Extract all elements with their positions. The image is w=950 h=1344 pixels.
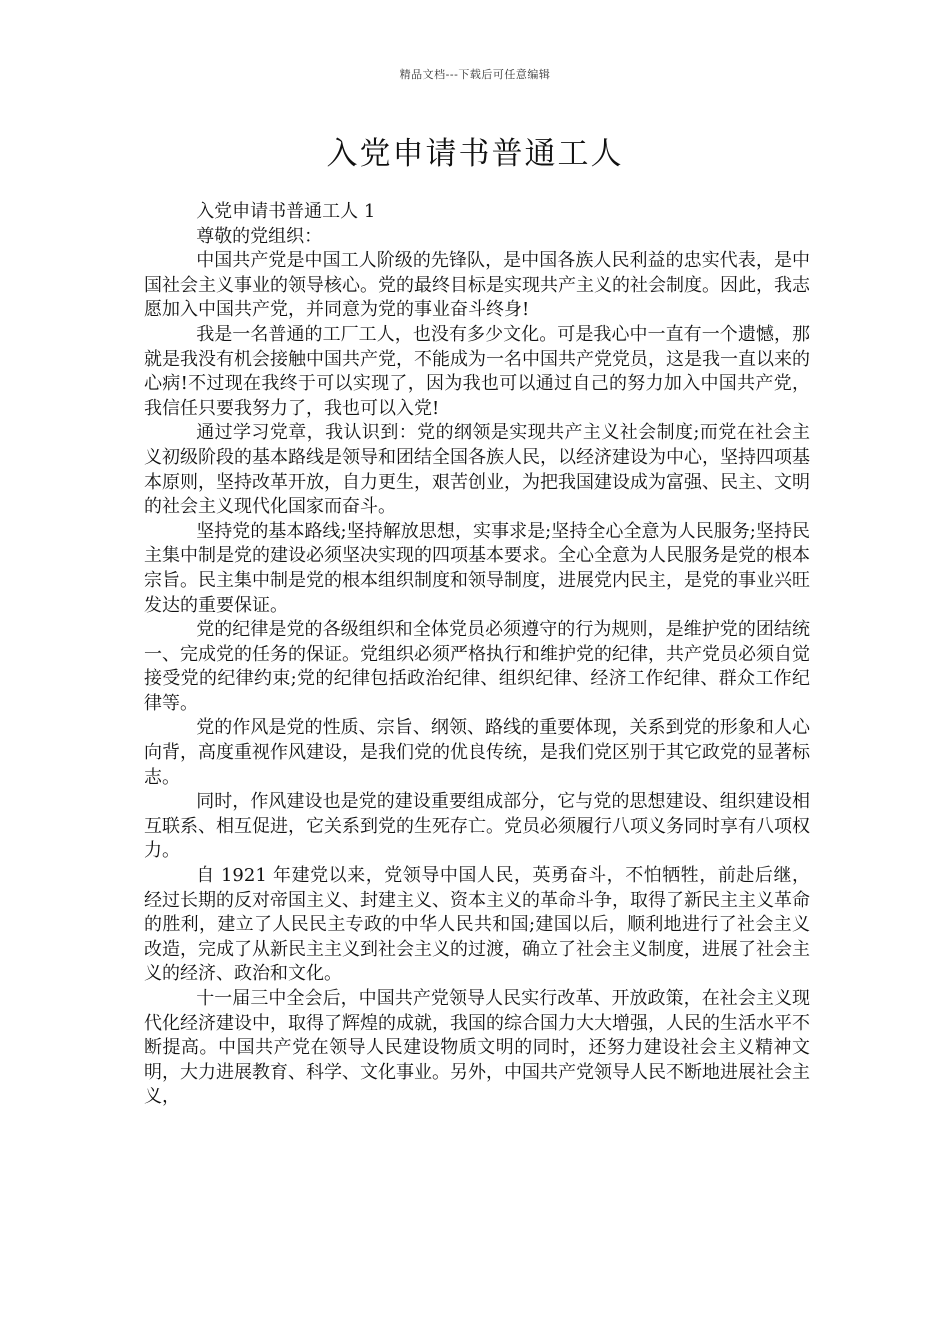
paragraph: 十一届三中全会后，中国共产党领导人民实行改革、开放政策，在社会主义现代化经济建设中，取得了辉煌的成就，我国的综合国力大大增强，人民的生活水平不断提高。中国共产党在领导人民建设物质文明的同时，还努力建设社会主义精神文明，大力进展教育、科学、文化事业。另外，中国共产党领导人民不断地进展社会主义， [144,988,810,1108]
paragraph: 通过学习党章，我认识到：党的纲领是实现共产主义社会制度;而党在社会主义初级阶段的基本路线是领导和团结全国各族人民，以经济建设为中心，坚持四项基本原则，坚持改革开放，自力更生，艰苦创业，为把我国建设成为富强、民主、文明的社会主义现代化国家而奋斗。 [144,422,810,518]
paragraph: 党的作风是党的性质、宗旨、纲领、路线的重要体现，关系到党的形象和人心向背，高度重视作风建设，是我们党的优良传统，是我们党区别于其它政党的显著标志。 [144,717,810,788]
paragraph: 自 1921 年建党以来，党领导中国人民，英勇奋斗，不怕牺牲，前赴后继，经过长期的反对帝国主义、封建主义、资本主义的革命斗争，取得了新民主主义革命的胜利，建立了人民民主专政的中华人民共和国;建国以后，顺利地进行了社会主义改造，完成了从新民主主义到社会主义的过渡，确立了社会主义制度，进展了社会主义的经济、政治和文化。 [144,865,810,985]
paragraph: 中国共产党是中国工人阶级的先锋队，是中国各族人民利益的忠实代表，是中国社会主义事业的领导核心。党的最终目标是实现共产主义的社会制度。因此，我志愿加入中国共产党，并同意为党的事业奋斗终身! [144,250,810,321]
paragraph: 党的纪律是党的各级组织和全体党员必须遵守的行为规则，是维护党的团结统一、完成党的任务的保证。党组织必须严格执行和维护党的纪律，共产党员必须自觉接受党的纪律约束;党的纪律包括政治纪律、组织纪律、经济工作纪律、群众工作纪律等。 [144,619,810,714]
document-body [144,200,810,1110]
paragraph: 我是一名普通的工厂工人，也没有多少文化。可是我心中一直有一个遗憾，那就是我没有机会接触中国共产党，不能成为一名中国共产党党员，这是我一直以来的心病!不过现在我终于可以实现了，因为我也可以通过自己的努力加入中国共产党，我信任只要我努力了，我也可以入党! [144,323,810,419]
salutation: 尊敬的党组织： [196,225,323,247]
page-header-note: 精品文档---下载后可任意编辑 [399,68,551,81]
paragraph: 同时，作风建设也是党的建设重要组成部分，它与党的思想建设、组织建设相互联系、相互促进，它关系到党的生死存亡。党员必须履行八项义务同时享有八项权力。 [144,791,810,862]
document-title: 入党申请书普通工人 [326,136,624,172]
subtitle-line: 入党申请书普通工人 1 [196,201,376,222]
paragraph: 坚持党的基本路线;坚持解放思想，实事求是;坚持全心全意为人民服务;坚持民主集中制是党的建设必须坚决实现的四项基本要求。全心全意为人民服务是党的根本宗旨。民主集中制是党的根本组织制度和领导制度，进展党内民主，是党的事业兴旺发达的重要保证。 [144,520,810,616]
